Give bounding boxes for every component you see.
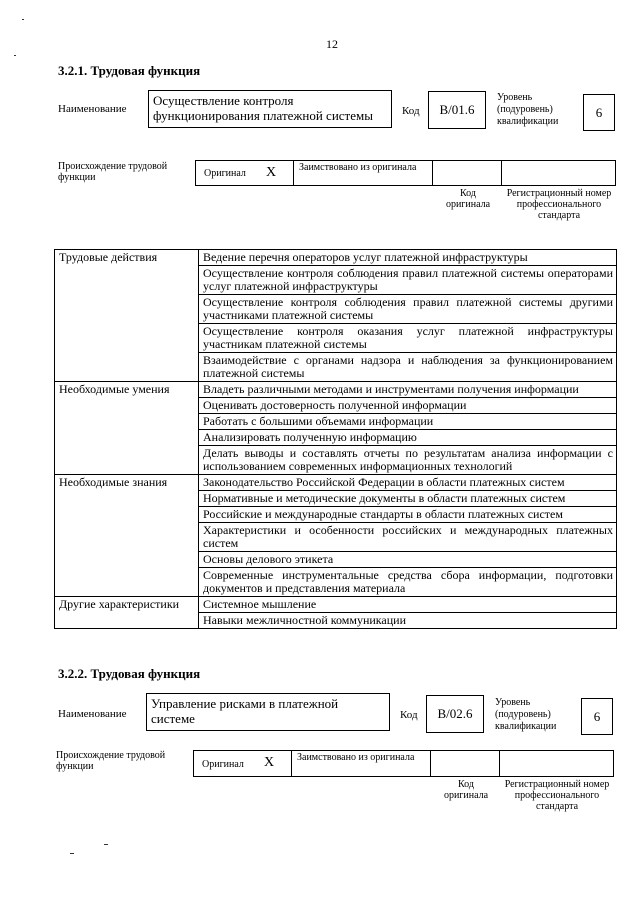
item-cell: Осуществление контроля оказания услуг платежной инфраструктуры участникам платежной системы	[199, 324, 617, 353]
item-cell: Делать выводы и составлять отчеты по результатам анализа информации с использованием современных информационных технологий	[199, 446, 617, 475]
origin-label: Происхождение трудовой функции	[58, 161, 168, 183]
category-cell: Другие характеристики	[55, 597, 199, 629]
reg-number-cell	[501, 160, 616, 186]
section-2-heading: 3.2.2. Трудовая функция	[58, 666, 201, 681]
function-name-value: Осуществление контроля функционирования платежной системы	[153, 93, 373, 123]
borrowed-cell	[293, 160, 433, 186]
item-cell: Законодательство Российской Федерации в области платежных систем	[199, 475, 617, 491]
original-cell-2	[193, 750, 292, 777]
item-cell: Нормативные и методические документы в области платежных систем	[199, 491, 617, 507]
item-cell: Анализировать полученную информацию	[199, 430, 617, 446]
item-cell: Основы делового этикета	[199, 552, 617, 568]
original-cell	[195, 160, 294, 186]
item-cell: Взаимодействие с органами надзора и наблюдения за функционированием платежной системы	[199, 353, 617, 382]
borrowed-label: Заимствовано из оригинала	[299, 162, 417, 173]
name-label: Наименование	[58, 103, 127, 115]
category-cell: Необходимые знания	[55, 475, 199, 597]
item-cell: Оценивать достоверность полученной информации	[199, 398, 617, 414]
table-row	[55, 597, 617, 613]
code-value: B/01.6	[439, 102, 475, 117]
original-mark: X	[266, 165, 277, 180]
category-cell: Трудовые действия	[55, 250, 199, 382]
function-name-value-2: Управление рисками в платежной системе	[151, 696, 339, 726]
code-value-box-2	[426, 695, 484, 733]
code-label: Код	[402, 105, 420, 117]
item-cell: Характеристики и особенности российских и международных платежных систем	[199, 523, 617, 552]
code-value-box	[428, 91, 486, 129]
level-value: 6	[595, 105, 603, 120]
item-cell: Работать с большими объемами информации	[199, 414, 617, 430]
table-row	[55, 382, 617, 398]
item-cell: Российские и международные стандарты в области платежных систем	[199, 507, 617, 523]
scan-speck	[14, 55, 16, 56]
code-label-2: Код	[400, 709, 418, 721]
original-mark-2: X	[264, 755, 275, 770]
item-cell: Осуществление контроля соблюдения правил платежной системы другими участниками платежной системы	[199, 295, 617, 324]
name-label-2: Наименование	[58, 708, 127, 720]
code-original-cell	[432, 160, 502, 186]
section-1-heading: 3.2.1. Трудовая функция	[58, 63, 201, 78]
level-label-2: Уровень (подуровень) квалификации	[495, 697, 557, 732]
level-value-2: 6	[593, 709, 601, 724]
code-value-2: B/02.6	[437, 706, 473, 721]
category-cell: Необходимые умения	[55, 382, 199, 475]
function-name-box-2	[146, 693, 390, 731]
original-label-2: Оригинал	[202, 759, 244, 770]
code-original-caption-2: Код оригинала	[443, 779, 489, 801]
scan-speck	[22, 19, 24, 20]
item-cell: Осуществление контроля соблюдения правил платежной системы операторами услуг платежной инфраструктуры	[199, 266, 617, 295]
scan-speck	[104, 844, 108, 845]
scan-speck	[70, 853, 74, 854]
table-row	[55, 250, 617, 266]
level-value-box-2	[581, 698, 613, 735]
borrowed-cell-2	[291, 750, 431, 777]
original-label: Оригинал	[204, 168, 246, 179]
item-cell: Ведение перечня операторов услуг платежной инфраструктуры	[199, 250, 617, 266]
level-label: Уровень (подуровень) квалификации	[497, 92, 559, 127]
level-value-box	[583, 94, 615, 131]
labor-function-table	[54, 249, 617, 629]
item-cell: Системное мышление	[199, 597, 617, 613]
item-cell: Владеть различными методами и инструментами получения информации	[199, 382, 617, 398]
borrowed-label-2: Заимствовано из оригинала	[297, 752, 415, 763]
reg-number-caption: Регистрационный номер профессионального стандарта	[506, 188, 612, 221]
table-row	[55, 475, 617, 491]
item-cell: Навыки межличностной коммуникации	[199, 613, 617, 629]
reg-number-caption-2: Регистрационный номер профессионального стандарта	[504, 779, 610, 812]
page-number: 12	[326, 37, 338, 51]
function-name-box	[148, 90, 392, 128]
reg-number-cell-2	[499, 750, 614, 777]
code-original-caption: Код оригинала	[445, 188, 491, 210]
origin-label-2: Происхождение трудовой функции	[56, 750, 166, 772]
item-cell: Современные инструментальные средства сбора информации, подготовки документов и представления материала	[199, 568, 617, 597]
code-original-cell-2	[430, 750, 500, 777]
